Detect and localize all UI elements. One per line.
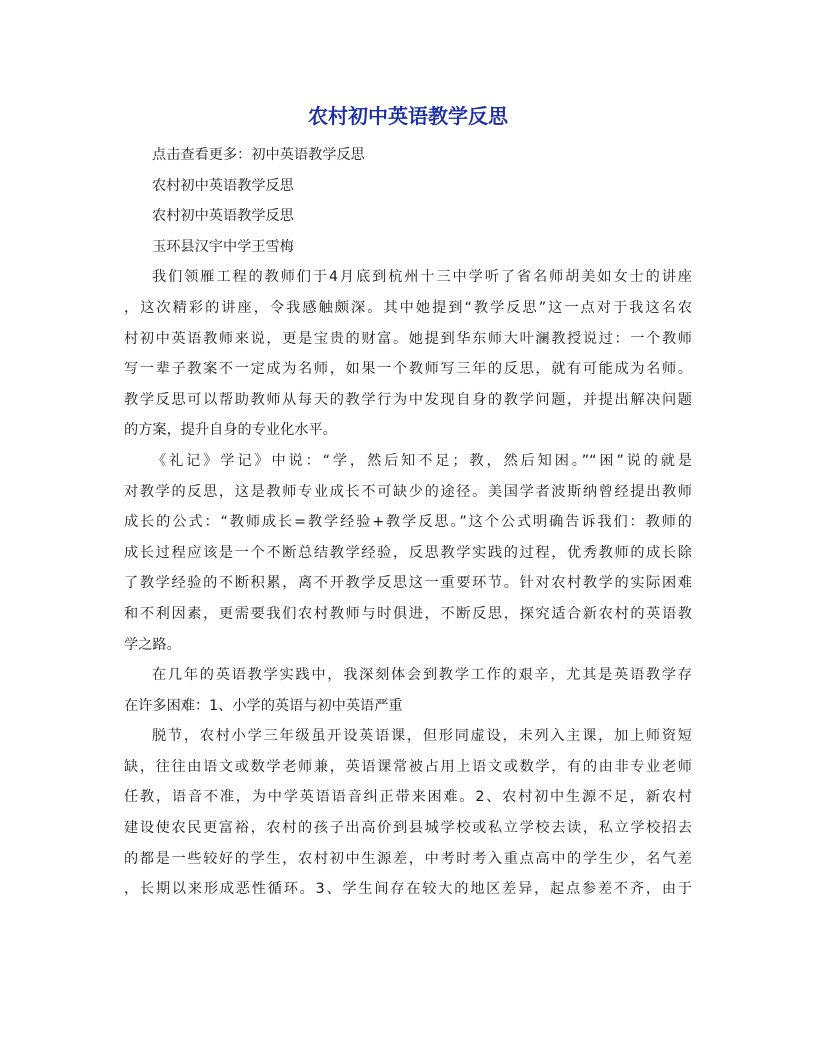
paragraph-3 <box>124 660 692 721</box>
subtitle-line: 农村初中英语教学反思 <box>152 208 294 225</box>
text-line: 在许多困难：1、小学的英语与初中英语严重 <box>124 697 403 714</box>
text-line: 成长的公式：“教师成长=教学经验+教学反思。”这个公式明确告诉我们：教师的 <box>124 514 692 531</box>
text-line: 村初中英语教师来说，更是宝贵的财富。她提到华东师大叶澜教授说过：一个教师 <box>124 330 692 347</box>
text-line: ，长期以来形成恶性循环。3、学生间存在较大的地区差异，起点参差不齐，由于 <box>124 881 692 898</box>
text-line: 在几年的英语教学实践中，我深刻体会到教学工作的艰辛，尤其是英语教学存 <box>152 667 692 684</box>
text-line: 缺，往往由语文或数学老师兼，英语课常被占用上语文或数学，有的由非专业老师 <box>124 758 692 775</box>
text-line: 任教，语音不准，为中学英语语音纠正带来困难。2、农村初中生源不足，新农村 <box>124 789 692 806</box>
paragraph-4 <box>124 721 692 905</box>
text-line: 建设使农民更富裕，农村的孩子出高价到县城学校或私立学校去读，私立学校招去 <box>124 820 692 837</box>
text-line: 写一辈子教案不一定成为名师，如果一个教师写三年的反思，就有可能成为名师。 <box>124 361 692 378</box>
text-line: 脱节，农村小学三年级虽开设英语课，但形同虚设，未列入主课，加上师资短 <box>152 728 692 745</box>
text-line: 的方案，提升自身的专业化水平。 <box>124 422 337 439</box>
paragraph-2 <box>124 446 692 660</box>
text-line: 学之路。 <box>124 636 181 653</box>
text-line: ，这次精彩的讲座，令我感触颇深。其中她提到“教学反思”这一点对于我这名农 <box>124 299 692 316</box>
text-line: 了教学经验的不断积累，离不开教学反思这一重要环节。针对农村教学的实际困难 <box>124 575 692 592</box>
text-line: 我们领雁工程的教师们于4月底到杭州十三中学听了省名师胡美如女士的讲座 <box>152 269 692 286</box>
text-line: 成长过程应该是一个不断总结教学经验，反思教学实践的过程，优秀教师的成长除 <box>124 544 692 561</box>
document-body <box>124 140 692 905</box>
author-line: 玉环县汉宇中学王雪梅 <box>152 238 294 255</box>
text-line: 和不利因素，更需要我们农村教师与时俱进，不断反思，探究适合新农村的英语教 <box>124 605 692 622</box>
paragraph-1 <box>124 262 692 446</box>
more-link-line[interactable]: 点击查看更多：初中英语教学反思 <box>152 147 365 163</box>
text-line: 的都是一些较好的学生，农村初中生源差，中考时考入重点高中的学生少，名气差 <box>124 850 692 867</box>
text-line: 《礼记》学记》中说：“学，然后知不足；教，然后知困。”“困”说的就是 <box>152 452 692 469</box>
document-title: 农村初中英语教学反思 <box>308 104 508 128</box>
subtitle-line: 农村初中英语教学反思 <box>152 177 294 194</box>
text-line: 对教学的反思，这是教师专业成长不可缺少的途径。美国学者波斯纳曾经提出教师 <box>124 483 692 500</box>
text-line: 教学反思可以帮助教师从每天的教学行为中发现自身的教学问题，并提出解决问题 <box>124 391 692 408</box>
